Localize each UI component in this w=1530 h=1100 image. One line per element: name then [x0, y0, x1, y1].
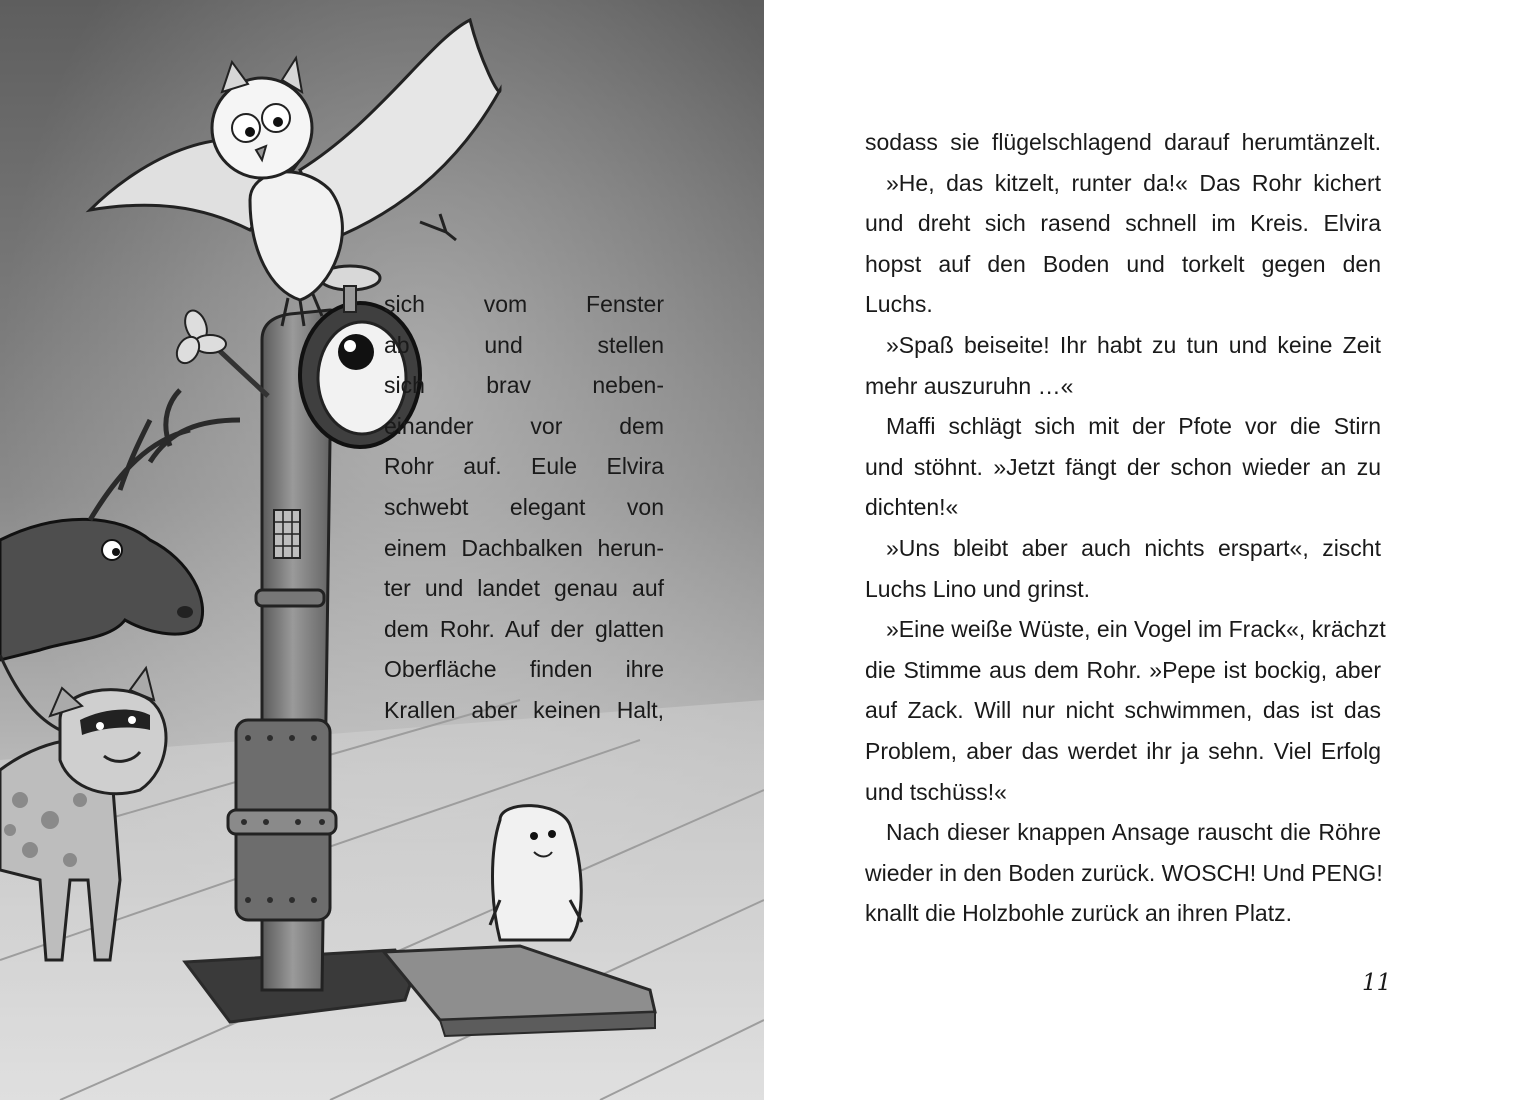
- left-text-line: schwebt elegant von: [384, 493, 664, 520]
- left-text-line: Rohr auf. Eule Elvira: [384, 453, 664, 480]
- right-page-text: [865, 122, 1386, 934]
- left-page-text: [384, 284, 664, 731]
- right-text-line: wieder in den Boden zurück. WOSCH! Und PENG!: [865, 859, 1383, 886]
- right-text-line: Maffi schlägt sich mit der Pfote vor die Stirn: [886, 413, 1381, 440]
- right-text-line: Nach dieser knappen Ansage rauscht die Röhre: [886, 819, 1381, 846]
- right-text-line: Luchs Lino und grinst.: [865, 575, 1091, 602]
- left-text-line: ter und landet genau auf: [384, 575, 664, 602]
- left-text-line: dem Rohr. Auf der glatten: [384, 615, 664, 642]
- right-text-line: hopst auf den Boden und torkelt gegen den: [865, 250, 1381, 277]
- left-text-line: einander vor dem: [384, 412, 664, 439]
- left-text-line: sich brav neben-: [384, 372, 664, 399]
- right-text-line: und tschüss!«: [865, 778, 1007, 805]
- right-text-line: und dreht sich rasend schnell im Kreis. Elvira: [865, 210, 1381, 237]
- right-text-line: mehr auszuruhn …«: [865, 372, 1074, 399]
- right-text-line: und stöhnt. »Jetzt fängt der schon wieder an zu: [865, 453, 1381, 480]
- right-page: [764, 0, 1530, 1100]
- left-text-line: einem Dachbalken herun-: [384, 534, 664, 561]
- page-number: 11: [1362, 970, 1392, 996]
- right-text-line: dichten!«: [865, 494, 959, 521]
- right-text-line: »Uns bleibt aber auch nichts erspart«, zischt: [886, 534, 1381, 561]
- right-text-line: »Eine weiße Wüste, ein Vogel im Frack«, krächzt: [886, 616, 1386, 643]
- right-text-line: Luchs.: [865, 291, 933, 318]
- left-text-line: Oberfläche finden ihre: [384, 656, 664, 683]
- right-text-line: die Stimme aus dem Rohr. »Pepe ist bockig, aber: [865, 656, 1381, 683]
- right-text-line: »Spaß beiseite! Ihr habt zu tun und keine Zeit: [886, 331, 1381, 358]
- left-text-line: sich vom Fenster: [384, 291, 664, 317]
- hamster-maffi: [490, 806, 582, 940]
- right-text-line: Problem, aber das werdet ihr ja sehn. Viel Erfolg: [865, 737, 1381, 764]
- right-text-line: auf Zack. Will nur nicht schwimmen, das ist das: [865, 697, 1381, 724]
- left-page: [0, 0, 764, 1100]
- right-text-line: knallt die Holzbohle zurück an ihren Platz.: [865, 900, 1293, 927]
- right-text-line: sodass sie flügelschlagend darauf herumtänzelt.: [865, 129, 1381, 155]
- left-text-line: Krallen aber keinen Halt,: [384, 696, 664, 723]
- right-text-line: »He, das kitzelt, runter da!« Das Rohr kichert: [886, 169, 1381, 196]
- left-text-line: ab und stellen: [384, 331, 664, 358]
